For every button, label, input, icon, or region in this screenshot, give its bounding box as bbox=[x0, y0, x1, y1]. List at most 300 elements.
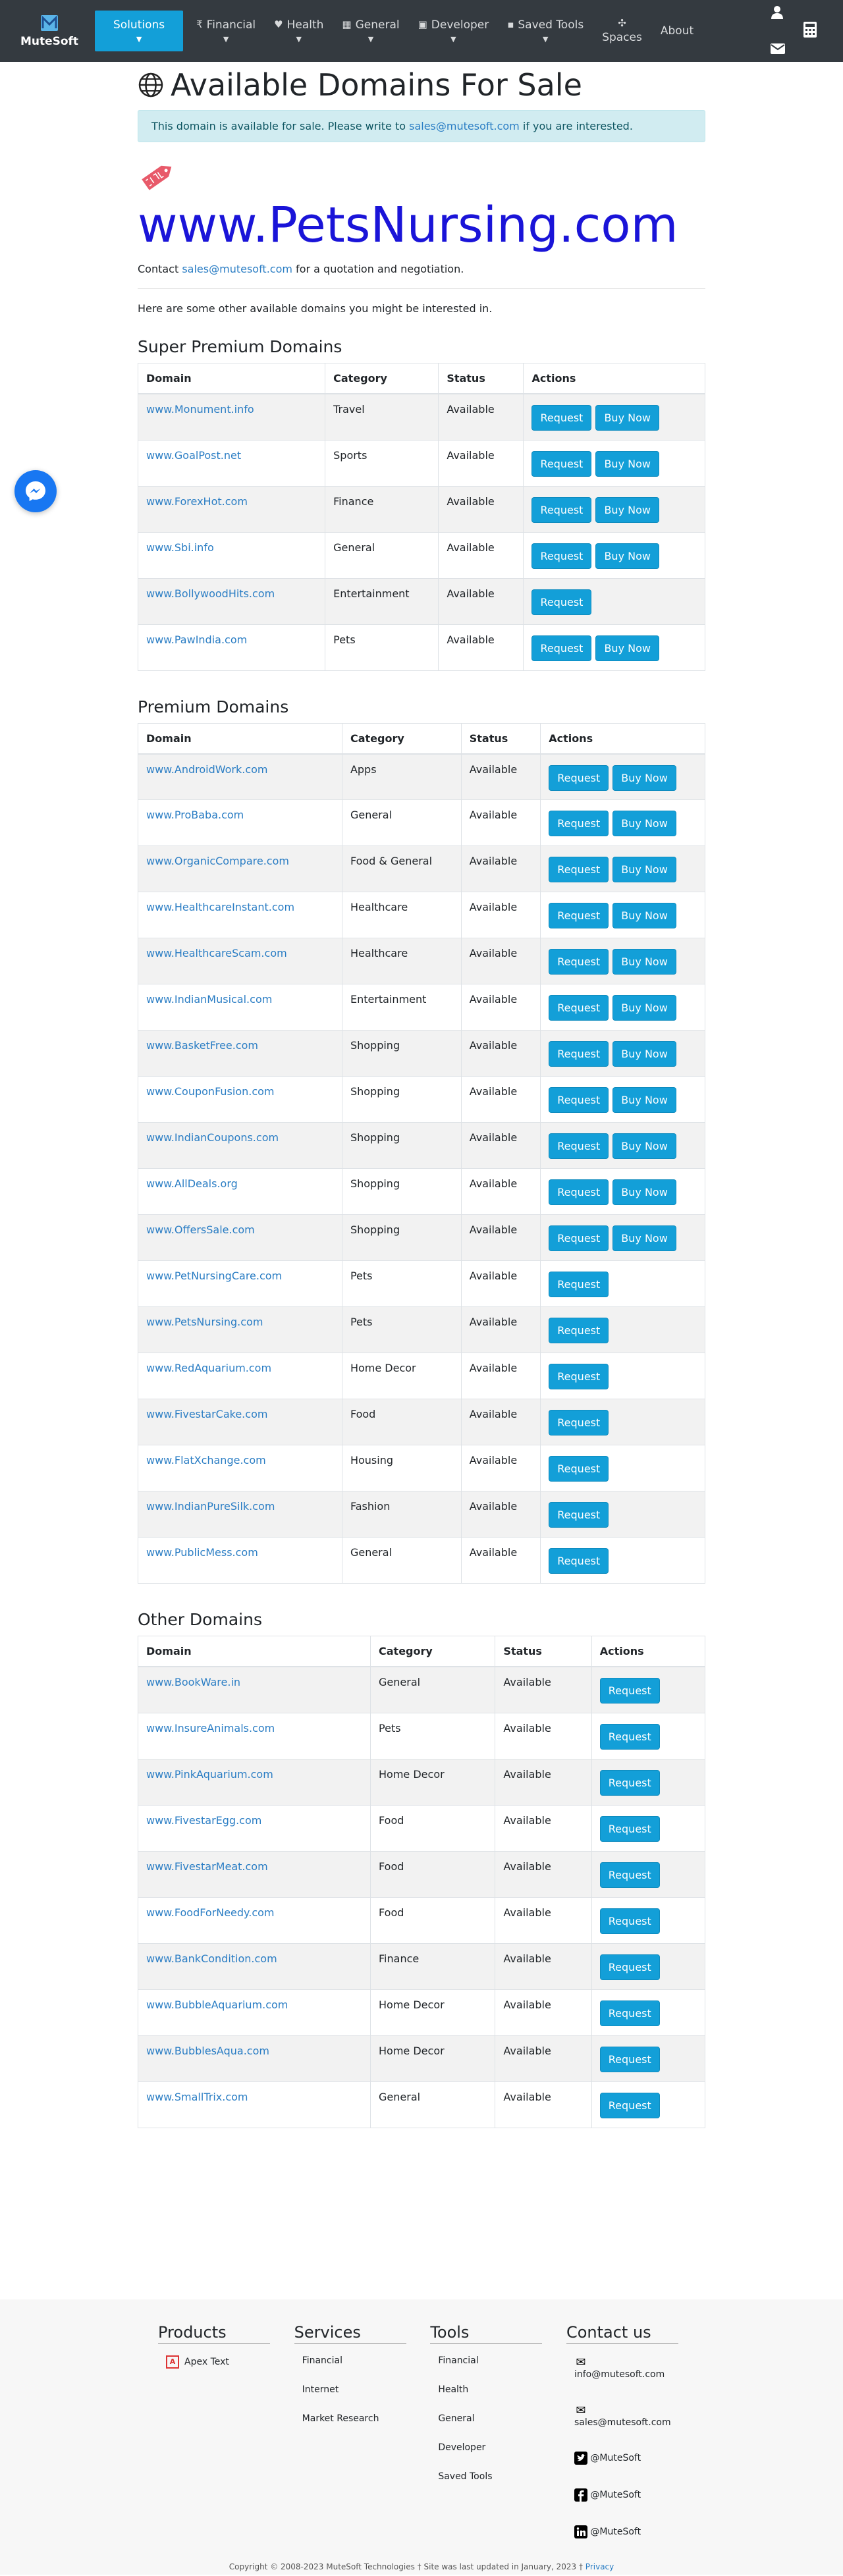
column-header: Domain bbox=[138, 1636, 371, 1667]
status-cell: Available bbox=[461, 1399, 541, 1445]
domain-link[interactable]: www.OffersSale.com bbox=[146, 1223, 255, 1237]
domain-link[interactable]: www.BubblesAqua.com bbox=[146, 2044, 269, 2057]
category-cell: Food bbox=[371, 1805, 495, 1851]
column-header: Status bbox=[461, 723, 541, 754]
footer-contact-info-email[interactable] bbox=[566, 2355, 685, 2380]
sale-tag-icon bbox=[138, 157, 177, 196]
domain-cell bbox=[138, 1851, 371, 1897]
domain-link[interactable]: www.BankCondition.com bbox=[146, 1952, 277, 1965]
domain-cell bbox=[138, 486, 325, 532]
request-button[interactable]: Request bbox=[549, 995, 609, 1021]
facebook-icon bbox=[574, 2488, 587, 2502]
category-cell: Home Decor bbox=[371, 1989, 495, 2035]
category-cell: Pets bbox=[342, 1261, 461, 1307]
domain-link[interactable]: www.BubbleAquarium.com bbox=[146, 1998, 288, 2011]
buy-now-button[interactable]: Buy Now bbox=[595, 451, 659, 477]
buy-now-button[interactable]: Buy Now bbox=[612, 1087, 676, 1113]
request-button[interactable]: Request bbox=[531, 635, 591, 661]
nav-item-developer[interactable] bbox=[409, 0, 499, 62]
table-row bbox=[138, 1851, 705, 1897]
actions-cell bbox=[591, 1897, 705, 1943]
request-button[interactable]: Request bbox=[600, 1816, 660, 1842]
domain-cell bbox=[138, 1491, 342, 1538]
linkedin-icon bbox=[574, 2525, 587, 2538]
nav-item-label: Saved Tools bbox=[518, 18, 584, 32]
status-cell: Available bbox=[495, 1943, 591, 1989]
domain-cell bbox=[138, 1989, 371, 2035]
spaces-icon: ✣ bbox=[618, 17, 626, 30]
domain-link[interactable]: www.HealthcareScam.com bbox=[146, 947, 287, 960]
category-cell: General bbox=[371, 2081, 495, 2128]
status-cell: Available bbox=[461, 892, 541, 938]
request-button[interactable]: Request bbox=[549, 1410, 609, 1436]
nav-item-label: Developer bbox=[431, 18, 489, 32]
footer-col-tools bbox=[430, 2323, 549, 2562]
actions-cell bbox=[524, 394, 705, 440]
status-cell: Available bbox=[495, 1713, 591, 1759]
footer-contact-facebook[interactable] bbox=[566, 2488, 685, 2502]
domain-cell bbox=[138, 1261, 342, 1307]
nav-item-label: Solutions bbox=[113, 18, 165, 32]
column-header: Actions bbox=[524, 363, 705, 394]
domain-link[interactable]: www.CouponFusion.com bbox=[146, 1085, 275, 1098]
status-cell: Available bbox=[461, 1353, 541, 1399]
column-header: Category bbox=[342, 723, 461, 754]
table-row bbox=[138, 1538, 705, 1584]
contact-text: sales@mutesoft.com bbox=[574, 2417, 671, 2428]
category-cell: Shopping bbox=[342, 1077, 461, 1123]
page-title bbox=[138, 68, 705, 102]
domain-cell bbox=[138, 578, 325, 624]
other-domains-intro: Here are some other available domains you might be interested in. bbox=[138, 302, 493, 315]
alert-text-suffix: if you are interested. bbox=[519, 119, 633, 132]
section-title: Premium Domains bbox=[138, 697, 289, 716]
status-cell: Available bbox=[495, 1851, 591, 1897]
table-header-row bbox=[138, 723, 705, 754]
domain-link[interactable]: www.PinkAquarium.com bbox=[146, 1767, 273, 1781]
user-icon[interactable] bbox=[771, 5, 785, 23]
domain-link[interactable]: www.IndianPureSilk.com bbox=[146, 1500, 275, 1513]
domain-cell bbox=[138, 2081, 371, 2128]
buy-now-button[interactable]: Buy Now bbox=[595, 405, 659, 431]
actions-cell bbox=[541, 1445, 705, 1491]
brand-name: MuteSoft bbox=[20, 35, 79, 48]
footer-link-tool[interactable]: Financial bbox=[438, 2355, 479, 2366]
table-row bbox=[138, 1805, 705, 1851]
request-button[interactable]: Request bbox=[549, 1272, 609, 1297]
domains-table bbox=[138, 363, 705, 671]
table-header-row bbox=[138, 1636, 705, 1667]
contact-prefix: Contact bbox=[138, 263, 182, 276]
request-button[interactable]: Request bbox=[531, 451, 591, 477]
actions-cell bbox=[541, 1031, 705, 1077]
column-header: Status bbox=[495, 1636, 591, 1667]
twitter-icon bbox=[574, 2452, 587, 2465]
save-icon: ▪ bbox=[507, 18, 514, 31]
nav-item-solutions[interactable] bbox=[95, 11, 183, 51]
domain-link[interactable]: www.SmallTrix.com bbox=[146, 2090, 248, 2103]
table-row bbox=[138, 846, 705, 892]
domain-cell bbox=[138, 1077, 342, 1123]
domain-link[interactable]: www.ProBaba.com bbox=[146, 809, 244, 822]
request-button[interactable]: Request bbox=[549, 1087, 609, 1113]
copyright bbox=[0, 2562, 843, 2571]
category-cell: Travel bbox=[325, 394, 439, 440]
domain-link[interactable]: www.FivestarCake.com bbox=[146, 1408, 268, 1421]
domain-cell bbox=[138, 1399, 342, 1445]
status-cell: Available bbox=[495, 1759, 591, 1805]
buy-now-button[interactable]: Buy Now bbox=[612, 1133, 676, 1159]
apex-text-icon: A bbox=[166, 2355, 179, 2369]
buy-now-button[interactable]: Buy Now bbox=[612, 1179, 676, 1205]
status-cell: Available bbox=[439, 486, 524, 532]
actions-cell bbox=[591, 2035, 705, 2081]
domain-link[interactable]: www.BasketFree.com bbox=[146, 1039, 259, 1052]
actions-cell bbox=[591, 1667, 705, 1713]
chevron-down-icon: ▼ bbox=[136, 34, 142, 43]
domain-link[interactable]: www.PawIndia.com bbox=[146, 633, 248, 646]
nav-item-saved-tools[interactable] bbox=[498, 0, 593, 62]
nav-item-spaces[interactable] bbox=[593, 0, 651, 62]
status-cell: Available bbox=[439, 578, 524, 624]
domain-link[interactable]: www.PetsNursing.com bbox=[146, 1316, 263, 1329]
actions-cell bbox=[541, 1077, 705, 1123]
alert-email-link[interactable]: sales@mutesoft.com bbox=[409, 119, 520, 132]
domain-sections bbox=[138, 337, 705, 2128]
category-cell: Finance bbox=[371, 1943, 495, 1989]
column-header: Status bbox=[439, 363, 524, 394]
request-button[interactable]: Request bbox=[549, 949, 609, 975]
footer-contact-sales-email[interactable] bbox=[566, 2403, 685, 2428]
request-button[interactable]: Request bbox=[600, 1954, 660, 1980]
column-header: Category bbox=[325, 363, 439, 394]
category-cell: Entertainment bbox=[325, 578, 439, 624]
domain-link[interactable]: www.GoalPost.net bbox=[146, 448, 242, 462]
status-cell: Available bbox=[495, 1667, 591, 1713]
actions-cell bbox=[541, 800, 705, 846]
status-cell: Available bbox=[495, 1897, 591, 1943]
domain-cell bbox=[138, 1169, 342, 1215]
request-button[interactable]: Request bbox=[600, 1862, 660, 1888]
actions-cell bbox=[541, 1353, 705, 1399]
table-header-row bbox=[138, 363, 705, 394]
page-title-text: Available Domains For Sale bbox=[171, 67, 582, 103]
column-header: Domain bbox=[138, 363, 325, 394]
contact-line bbox=[138, 263, 705, 275]
nav-menu bbox=[95, 0, 703, 62]
contact-text: @MuteSoft bbox=[590, 2452, 641, 2463]
request-button[interactable]: Request bbox=[549, 811, 609, 836]
buy-now-button[interactable]: Buy Now bbox=[612, 903, 676, 928]
domain-link[interactable]: www.IndianCoupons.com bbox=[146, 1131, 279, 1144]
footer-contact-linkedin[interactable] bbox=[566, 2525, 685, 2538]
contact-email-link[interactable]: sales@mutesoft.com bbox=[182, 263, 292, 276]
actions-cell bbox=[591, 1943, 705, 1989]
buy-now-button[interactable]: Buy Now bbox=[612, 995, 676, 1021]
contact-text: @MuteSoft bbox=[590, 2526, 641, 2537]
nav-item-label: Financial bbox=[206, 18, 256, 32]
request-button[interactable]: Request bbox=[549, 1041, 609, 1067]
status-cell: Available bbox=[461, 800, 541, 846]
category-cell: Healthcare bbox=[342, 938, 461, 984]
domain-link[interactable]: www.PetNursingCare.com bbox=[146, 1270, 283, 1283]
nav-item-financial[interactable] bbox=[187, 0, 265, 62]
category-cell: Pets bbox=[371, 1713, 495, 1759]
actions-cell bbox=[591, 1713, 705, 1759]
buy-now-button[interactable]: Buy Now bbox=[612, 1225, 676, 1251]
actions-cell bbox=[524, 578, 705, 624]
domain-cell bbox=[138, 1031, 342, 1077]
status-cell: Available bbox=[461, 984, 541, 1031]
category-cell: Food bbox=[371, 1851, 495, 1897]
actions-cell bbox=[524, 486, 705, 532]
column-header: Category bbox=[371, 1636, 495, 1667]
request-button[interactable]: Request bbox=[549, 1318, 609, 1343]
request-button[interactable]: Request bbox=[600, 2047, 660, 2072]
request-button[interactable]: Request bbox=[531, 543, 591, 569]
footer-services-title: Services bbox=[294, 2323, 406, 2344]
buy-now-button[interactable]: Buy Now bbox=[612, 949, 676, 975]
status-cell: Available bbox=[461, 938, 541, 984]
domain-link[interactable]: www.HealthcareInstant.com bbox=[146, 901, 295, 914]
actions-cell bbox=[541, 754, 705, 800]
actions-cell bbox=[591, 1851, 705, 1897]
domain-cell bbox=[138, 846, 342, 892]
request-button[interactable]: Request bbox=[549, 1133, 609, 1159]
table-row bbox=[138, 532, 705, 578]
category-cell: General bbox=[371, 1667, 495, 1713]
footer-link-service[interactable]: Internet bbox=[302, 2384, 339, 2395]
chevron-down-icon: ▼ bbox=[450, 34, 456, 43]
featured-domain-name: www.PetsNursing.com bbox=[138, 196, 678, 254]
column-header: Actions bbox=[541, 723, 705, 754]
table-row bbox=[138, 1759, 705, 1805]
domains-table bbox=[138, 1636, 705, 2128]
table-row bbox=[138, 1123, 705, 1169]
request-button[interactable]: Request bbox=[600, 2093, 660, 2118]
status-cell: Available bbox=[439, 394, 524, 440]
status-cell: Available bbox=[461, 1123, 541, 1169]
category-cell: Shopping bbox=[342, 1169, 461, 1215]
mutesoft-logo-icon bbox=[40, 14, 59, 32]
domain-link[interactable]: www.InsureAnimals.com bbox=[146, 1721, 275, 1734]
status-cell: Available bbox=[461, 1169, 541, 1215]
request-button[interactable]: Request bbox=[549, 765, 609, 791]
domain-cell bbox=[138, 892, 342, 938]
domain-link[interactable]: www.AndroidWork.com bbox=[146, 763, 268, 776]
domain-cell bbox=[138, 1943, 371, 1989]
domain-link[interactable]: www.Monument.info bbox=[146, 403, 254, 416]
messenger-chat-button[interactable] bbox=[14, 470, 57, 512]
domain-cell bbox=[138, 938, 342, 984]
request-button[interactable]: Request bbox=[549, 1364, 609, 1389]
domain-cell bbox=[138, 394, 325, 440]
domain-cell bbox=[138, 984, 342, 1031]
request-button[interactable]: Request bbox=[549, 1456, 609, 1482]
table-row bbox=[138, 1399, 705, 1445]
chevron-down-icon: ▼ bbox=[296, 34, 302, 43]
category-cell: Finance bbox=[325, 486, 439, 532]
actions-cell bbox=[541, 984, 705, 1031]
contact-text: info@mutesoft.com bbox=[574, 2369, 665, 2380]
nav-item-about[interactable] bbox=[651, 0, 703, 62]
domain-link[interactable]: www.FoodForNeedy.com bbox=[146, 1906, 275, 1919]
request-button[interactable]: Request bbox=[531, 589, 591, 615]
buy-now-button[interactable]: Buy Now bbox=[612, 857, 676, 882]
envelope-icon: ✉ bbox=[576, 2403, 586, 2417]
nav-item-label: About bbox=[660, 24, 694, 38]
table-row bbox=[138, 1943, 705, 1989]
request-button[interactable]: Request bbox=[600, 1678, 660, 1704]
domains-table bbox=[138, 723, 705, 1584]
category-cell: Apps bbox=[342, 754, 461, 800]
alert-text-prefix: This domain is available for sale. Please write to bbox=[151, 119, 410, 132]
domain-link[interactable]: www.Sbi.info bbox=[146, 541, 214, 554]
footer-link-tool[interactable]: General bbox=[438, 2413, 475, 2424]
buy-now-button[interactable]: Buy Now bbox=[595, 635, 659, 661]
footer-link-tool[interactable]: Health bbox=[438, 2384, 469, 2395]
status-cell: Available bbox=[461, 846, 541, 892]
domain-cell bbox=[138, 1123, 342, 1169]
status-cell: Available bbox=[461, 1077, 541, 1123]
request-button[interactable]: Request bbox=[549, 1179, 609, 1205]
table-row bbox=[138, 800, 705, 846]
actions-cell bbox=[541, 1307, 705, 1353]
footer-contact-twitter[interactable] bbox=[566, 2452, 685, 2465]
brand[interactable] bbox=[13, 0, 86, 62]
request-button[interactable]: Request bbox=[549, 1548, 609, 1574]
request-button[interactable]: Request bbox=[549, 1502, 609, 1528]
request-button[interactable]: Request bbox=[600, 1724, 660, 1750]
domain-cell bbox=[138, 1713, 371, 1759]
domain-cell bbox=[138, 1897, 371, 1943]
privacy-link[interactable]: Privacy bbox=[585, 2562, 614, 2571]
actions-cell bbox=[541, 1215, 705, 1261]
envelope-icon: ✉ bbox=[576, 2355, 586, 2369]
messenger-icon bbox=[24, 480, 47, 502]
chevron-down-icon: ▼ bbox=[542, 34, 549, 43]
table-row bbox=[138, 1445, 705, 1491]
envelope-icon[interactable] bbox=[771, 43, 785, 57]
category-cell: Food bbox=[371, 1897, 495, 1943]
buy-now-button[interactable]: Buy Now bbox=[612, 1041, 676, 1067]
footer-link-tool[interactable]: Saved Tools bbox=[438, 2471, 493, 2482]
actions-cell bbox=[591, 1759, 705, 1805]
top-navbar bbox=[0, 0, 843, 62]
table-row bbox=[138, 1989, 705, 2035]
status-cell: Available bbox=[495, 2035, 591, 2081]
domain-cell bbox=[138, 440, 325, 486]
domain-link[interactable]: www.FlatXchange.com bbox=[146, 1454, 266, 1467]
table-row bbox=[138, 1169, 705, 1215]
actions-cell bbox=[541, 938, 705, 984]
request-button[interactable]: Request bbox=[549, 1225, 609, 1251]
actions-cell bbox=[524, 532, 705, 578]
contact-text: @MuteSoft bbox=[590, 2489, 641, 2500]
table-row bbox=[138, 440, 705, 486]
domain-cell bbox=[138, 754, 342, 800]
footer-link-service[interactable]: Financial bbox=[302, 2355, 342, 2366]
request-button[interactable]: Request bbox=[600, 1770, 660, 1796]
domain-link[interactable]: www.ForexHot.com bbox=[146, 495, 248, 508]
footer-link-tool[interactable]: Developer bbox=[438, 2442, 486, 2453]
nav-right-tools bbox=[761, 0, 843, 62]
buy-now-button[interactable]: Buy Now bbox=[595, 543, 659, 569]
domain-link[interactable]: www.FivestarMeat.com bbox=[146, 1860, 268, 1873]
nav-item-label: Health bbox=[286, 18, 324, 32]
footer-link-service[interactable]: Market Research bbox=[302, 2413, 379, 2424]
domain-cell bbox=[138, 1215, 342, 1261]
actions-cell bbox=[524, 440, 705, 486]
request-button[interactable]: Request bbox=[549, 857, 609, 882]
domain-link[interactable]: www.BookWare.in bbox=[146, 1676, 241, 1689]
footer bbox=[0, 2299, 843, 2575]
footer-link-apex-text[interactable] bbox=[158, 2355, 277, 2369]
nav-item-general[interactable] bbox=[333, 0, 408, 62]
category-cell: Food & General bbox=[342, 846, 461, 892]
domain-link[interactable]: www.BollywoodHits.com bbox=[146, 587, 275, 600]
category-cell: Food bbox=[342, 1399, 461, 1445]
table-row bbox=[138, 754, 705, 800]
request-button[interactable]: Request bbox=[600, 2000, 660, 2026]
category-cell: Sports bbox=[325, 440, 439, 486]
request-button[interactable]: Request bbox=[600, 1908, 660, 1934]
table-row bbox=[138, 1491, 705, 1538]
nav-item-health[interactable] bbox=[265, 0, 333, 62]
actions-cell bbox=[541, 846, 705, 892]
category-cell: Shopping bbox=[342, 1123, 461, 1169]
request-button[interactable]: Request bbox=[531, 497, 591, 523]
domain-link[interactable]: www.OrganicCompare.com bbox=[146, 855, 289, 868]
domain-cell bbox=[138, 532, 325, 578]
request-button[interactable]: Request bbox=[549, 903, 609, 928]
actions-cell bbox=[541, 1491, 705, 1538]
domain-link[interactable]: www.IndianMusical.com bbox=[146, 993, 273, 1006]
buy-now-button[interactable]: Buy Now bbox=[612, 765, 676, 791]
status-cell: Available bbox=[439, 624, 524, 670]
category-cell: Entertainment bbox=[342, 984, 461, 1031]
status-cell: Available bbox=[495, 2081, 591, 2128]
footer-col-contact bbox=[566, 2323, 685, 2562]
category-cell: Fashion bbox=[342, 1491, 461, 1538]
actions-cell bbox=[591, 1805, 705, 1851]
buy-now-button[interactable]: Buy Now bbox=[595, 497, 659, 523]
domain-link[interactable]: www.AllDeals.org bbox=[146, 1177, 238, 1191]
status-cell: Available bbox=[461, 1491, 541, 1538]
nav-tools-icons bbox=[803, 22, 817, 41]
domain-link[interactable]: www.FivestarEgg.com bbox=[146, 1813, 262, 1827]
heartbeat-icon: ♥ bbox=[274, 18, 283, 31]
buy-now-button[interactable]: Buy Now bbox=[612, 811, 676, 836]
table-row bbox=[138, 1713, 705, 1759]
chevron-down-icon: ▼ bbox=[223, 34, 229, 43]
column-header: Domain bbox=[138, 723, 342, 754]
calculator-icon[interactable] bbox=[803, 22, 817, 41]
table-row bbox=[138, 1031, 705, 1077]
contact-suffix: for a quotation and negotiation. bbox=[292, 263, 464, 276]
request-button[interactable]: Request bbox=[531, 405, 591, 431]
footer-contact-title: Contact us bbox=[566, 2323, 678, 2344]
footer-tools-title: Tools bbox=[430, 2323, 542, 2344]
actions-cell bbox=[541, 1538, 705, 1584]
footer-columns bbox=[158, 2323, 685, 2562]
domain-link[interactable]: www.PublicMess.com bbox=[146, 1546, 258, 1559]
status-cell: Available bbox=[461, 754, 541, 800]
domain-link[interactable]: www.RedAquarium.com bbox=[146, 1362, 272, 1375]
domain-cell bbox=[138, 1445, 342, 1491]
actions-cell bbox=[591, 1989, 705, 2035]
category-cell: Housing bbox=[342, 1445, 461, 1491]
